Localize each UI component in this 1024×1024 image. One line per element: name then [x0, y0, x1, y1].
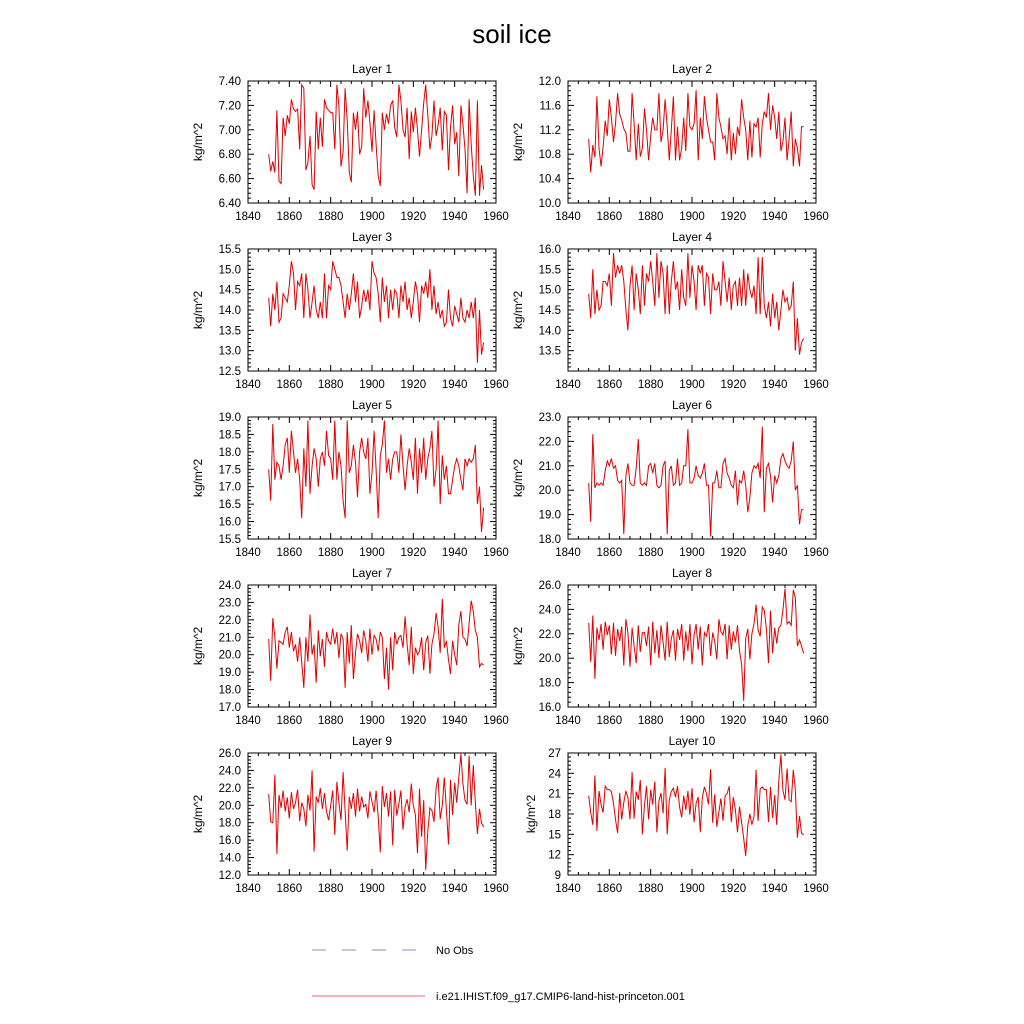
y-tick-label: 26.0 [538, 580, 561, 592]
x-tick-label: 1900 [359, 883, 385, 895]
panel-title: Layer 6 [671, 398, 713, 412]
series-line-layer-4 [589, 253, 804, 355]
y-tick-label: 21.0 [538, 460, 561, 473]
x-tick-label: 1940 [761, 547, 788, 559]
y-tick-label: 14.5 [538, 305, 561, 317]
x-tick-label: 1880 [317, 883, 344, 895]
y-tick-label: 18.0 [538, 677, 561, 690]
y-tick-label: 27 [548, 748, 561, 760]
panel-layer-1 [191, 62, 509, 223]
x-tick-label: 1960 [803, 379, 829, 391]
y-tick-label: 23.0 [218, 597, 241, 610]
series-line-layer-2 [589, 90, 804, 172]
y-tick-label: 21 [548, 788, 561, 801]
panel-layer-5 [191, 398, 509, 559]
y-tick-label: 22.0 [538, 628, 561, 641]
y-tick-label: 17.0 [218, 702, 241, 714]
x-tick-label: 1960 [483, 547, 509, 559]
series-line-layer-6 [589, 427, 804, 537]
series-line-layer-9 [269, 754, 484, 870]
y-tick-label: 15.5 [218, 244, 241, 256]
x-tick-label: 1880 [637, 715, 664, 727]
y-tick-label: 12 [548, 849, 561, 862]
y-tick-label: 12.0 [218, 870, 241, 882]
y-tick-label: 23.0 [538, 412, 561, 424]
plot-frame [568, 417, 816, 539]
x-tick-label: 1900 [679, 883, 705, 895]
y-axis-label: kg/m^2 [191, 626, 205, 666]
x-tick-label: 1900 [359, 547, 385, 559]
x-tick-label: 1920 [720, 547, 747, 559]
y-tick-label: 19.0 [218, 667, 241, 680]
y-axis-label: kg/m^2 [191, 794, 205, 834]
x-tick-label: 1920 [400, 883, 427, 895]
panel-title: Layer 5 [351, 398, 393, 412]
x-tick-label: 1960 [483, 883, 509, 895]
y-tick-label: 7.20 [218, 100, 241, 113]
y-tick-label: 16.0 [538, 244, 561, 256]
main-title: soil ice [472, 19, 552, 49]
y-tick-label: 24.0 [218, 765, 241, 778]
y-axis-label: kg/m^2 [511, 290, 525, 330]
x-tick-label: 1840 [235, 883, 261, 895]
plot-frame [248, 417, 496, 539]
series-line-layer-1 [269, 85, 484, 196]
panel-title: Layer 1 [351, 62, 393, 76]
y-tick-label: 6.60 [218, 173, 241, 186]
y-tick-label: 17.5 [218, 464, 241, 477]
panel-title: Layer 2 [671, 62, 713, 76]
x-tick-label: 1960 [803, 211, 829, 223]
panel-layer-7 [191, 566, 509, 727]
legend [312, 945, 685, 1003]
x-tick-label: 1920 [400, 715, 427, 727]
x-tick-label: 1840 [235, 715, 261, 727]
y-tick-label: 10.0 [538, 198, 561, 210]
y-tick-label: 22.0 [538, 436, 561, 449]
y-tick-label: 14.0 [218, 852, 241, 865]
y-tick-label: 14.0 [218, 305, 241, 317]
panel-layer-3 [191, 230, 509, 391]
panel-title: Layer 4 [671, 230, 713, 244]
x-tick-label: 1940 [441, 547, 468, 559]
series-line-layer-8 [589, 589, 804, 701]
y-axis-label: kg/m^2 [511, 626, 525, 666]
y-tick-label: 16.5 [218, 499, 241, 512]
x-tick-label: 1880 [317, 379, 344, 391]
plot-frame [248, 585, 496, 707]
y-axis-label: kg/m^2 [191, 290, 205, 330]
y-tick-label: 7.40 [218, 76, 241, 88]
x-tick-label: 1900 [359, 379, 385, 391]
x-tick-label: 1900 [679, 379, 705, 391]
y-tick-label: 24.0 [218, 580, 241, 592]
x-tick-label: 1840 [555, 715, 581, 727]
panel-title: Layer 9 [351, 734, 393, 748]
x-tick-label: 1940 [761, 211, 788, 223]
x-tick-label: 1860 [596, 883, 623, 895]
panel-title: Layer 7 [351, 566, 393, 580]
panels-group [191, 62, 829, 895]
y-tick-label: 26.0 [218, 748, 241, 760]
panel-title: Layer 8 [671, 566, 713, 580]
y-tick-label: 21.0 [218, 632, 241, 645]
x-tick-label: 1940 [441, 379, 468, 391]
y-tick-label: 18.0 [218, 684, 241, 697]
x-tick-label: 1960 [483, 379, 509, 391]
x-tick-label: 1860 [276, 379, 303, 391]
series-line-layer-5 [269, 421, 484, 533]
x-tick-label: 1920 [400, 547, 427, 559]
x-tick-label: 1880 [637, 883, 664, 895]
y-tick-label: 12.0 [538, 76, 561, 88]
y-tick-label: 22.0 [218, 782, 241, 795]
y-tick-label: 18.0 [218, 817, 241, 830]
x-tick-label: 1900 [679, 715, 705, 727]
x-tick-label: 1920 [720, 883, 747, 895]
x-tick-label: 1920 [720, 715, 747, 727]
y-tick-label: 18 [548, 809, 561, 821]
y-tick-label: 18.0 [538, 534, 561, 546]
x-tick-label: 1840 [555, 547, 581, 559]
x-tick-label: 1860 [596, 211, 623, 223]
y-tick-label: 13.0 [218, 345, 241, 358]
y-tick-label: 15.0 [538, 284, 561, 297]
y-tick-label: 24.0 [538, 604, 561, 617]
series-line-layer-3 [269, 261, 484, 363]
panel-title: Layer 3 [351, 230, 393, 244]
y-axis-label: kg/m^2 [524, 794, 538, 834]
x-tick-label: 1920 [720, 379, 747, 391]
y-tick-label: 14.0 [538, 325, 561, 338]
y-tick-label: 22.0 [218, 614, 241, 627]
y-tick-label: 11.2 [539, 124, 561, 137]
panel-layer-4 [511, 230, 829, 391]
y-tick-label: 24 [548, 768, 561, 781]
x-tick-label: 1960 [803, 547, 829, 559]
x-tick-label: 1900 [359, 211, 385, 223]
y-tick-label: 17.0 [218, 481, 241, 494]
x-tick-label: 1840 [235, 379, 261, 391]
panel-title: Layer 10 [668, 734, 716, 748]
x-tick-label: 1840 [555, 379, 581, 391]
x-tick-label: 1840 [555, 883, 581, 895]
y-tick-label: 19.0 [218, 412, 241, 424]
x-tick-label: 1880 [637, 547, 664, 559]
y-axis-label: kg/m^2 [511, 458, 525, 498]
x-tick-label: 1880 [317, 211, 344, 223]
x-tick-label: 1860 [276, 715, 303, 727]
x-tick-label: 1840 [235, 211, 261, 223]
y-tick-label: 14.5 [218, 284, 241, 297]
panel-layer-9 [191, 734, 509, 895]
x-tick-label: 1940 [761, 379, 788, 391]
legend-label-model: i.e21.IHIST.f09_g17.CMIP6-land-hist-princeton.001 [436, 991, 685, 1003]
x-tick-label: 1940 [441, 211, 468, 223]
x-tick-label: 1940 [441, 883, 468, 895]
panel-layer-2 [511, 62, 829, 223]
y-tick-label: 10.8 [538, 149, 561, 162]
y-tick-label: 18.5 [218, 429, 241, 442]
plot-frame [248, 753, 496, 875]
y-axis-label: kg/m^2 [511, 122, 525, 162]
x-tick-label: 1940 [761, 883, 788, 895]
x-tick-label: 1840 [555, 211, 581, 223]
y-tick-label: 20.0 [218, 800, 241, 813]
plot-frame [568, 753, 816, 875]
y-tick-label: 13.5 [218, 325, 241, 338]
panel-layer-10 [524, 734, 829, 895]
x-tick-label: 1960 [803, 715, 829, 727]
series-line-layer-10 [589, 754, 804, 856]
y-tick-label: 10.4 [538, 173, 561, 186]
x-tick-label: 1960 [803, 883, 829, 895]
y-tick-label: 16.0 [538, 702, 561, 714]
y-tick-label: 6.40 [218, 198, 241, 210]
y-tick-label: 16.0 [218, 835, 241, 848]
x-tick-label: 1900 [679, 547, 705, 559]
plot-frame [568, 585, 816, 707]
panel-layer-8 [511, 566, 829, 727]
y-tick-label: 15.0 [218, 264, 241, 277]
x-tick-label: 1860 [276, 883, 303, 895]
panel-layer-6 [511, 398, 829, 559]
x-tick-label: 1860 [276, 547, 303, 559]
x-tick-label: 1880 [317, 547, 344, 559]
x-tick-label: 1920 [720, 211, 747, 223]
y-tick-label: 18.0 [218, 446, 241, 459]
x-tick-label: 1860 [596, 547, 623, 559]
y-tick-label: 7.00 [218, 124, 241, 137]
x-tick-label: 1880 [637, 211, 664, 223]
x-tick-label: 1920 [400, 211, 427, 223]
y-tick-label: 11.6 [539, 100, 561, 113]
y-axis-label: kg/m^2 [191, 122, 205, 162]
y-tick-label: 15 [548, 829, 561, 842]
x-tick-label: 1860 [596, 379, 623, 391]
y-tick-label: 15.5 [218, 534, 241, 546]
x-tick-label: 1880 [637, 379, 664, 391]
x-tick-label: 1840 [235, 547, 261, 559]
y-tick-label: 16.0 [218, 516, 241, 529]
y-tick-label: 9 [554, 870, 561, 882]
legend-label-no-obs: No Obs [436, 945, 474, 957]
x-tick-label: 1900 [679, 211, 705, 223]
x-tick-label: 1960 [483, 715, 509, 727]
x-tick-label: 1900 [359, 715, 385, 727]
y-tick-label: 20.0 [538, 653, 561, 666]
y-axis-label: kg/m^2 [191, 458, 205, 498]
y-tick-label: 15.5 [538, 264, 561, 277]
series-line-layer-7 [269, 599, 484, 690]
x-tick-label: 1860 [596, 715, 623, 727]
x-tick-label: 1940 [441, 715, 468, 727]
x-tick-label: 1860 [276, 211, 303, 223]
y-tick-label: 13.5 [538, 345, 561, 358]
y-tick-label: 20.0 [218, 649, 241, 662]
x-tick-label: 1920 [400, 379, 427, 391]
y-tick-label: 19.0 [538, 509, 561, 522]
y-tick-label: 6.80 [218, 149, 241, 162]
y-tick-label: 20.0 [538, 485, 561, 498]
x-tick-label: 1960 [483, 211, 509, 223]
x-tick-label: 1880 [317, 715, 344, 727]
plot-frame [568, 81, 816, 203]
x-tick-label: 1940 [761, 715, 788, 727]
y-tick-label: 12.5 [218, 366, 241, 378]
